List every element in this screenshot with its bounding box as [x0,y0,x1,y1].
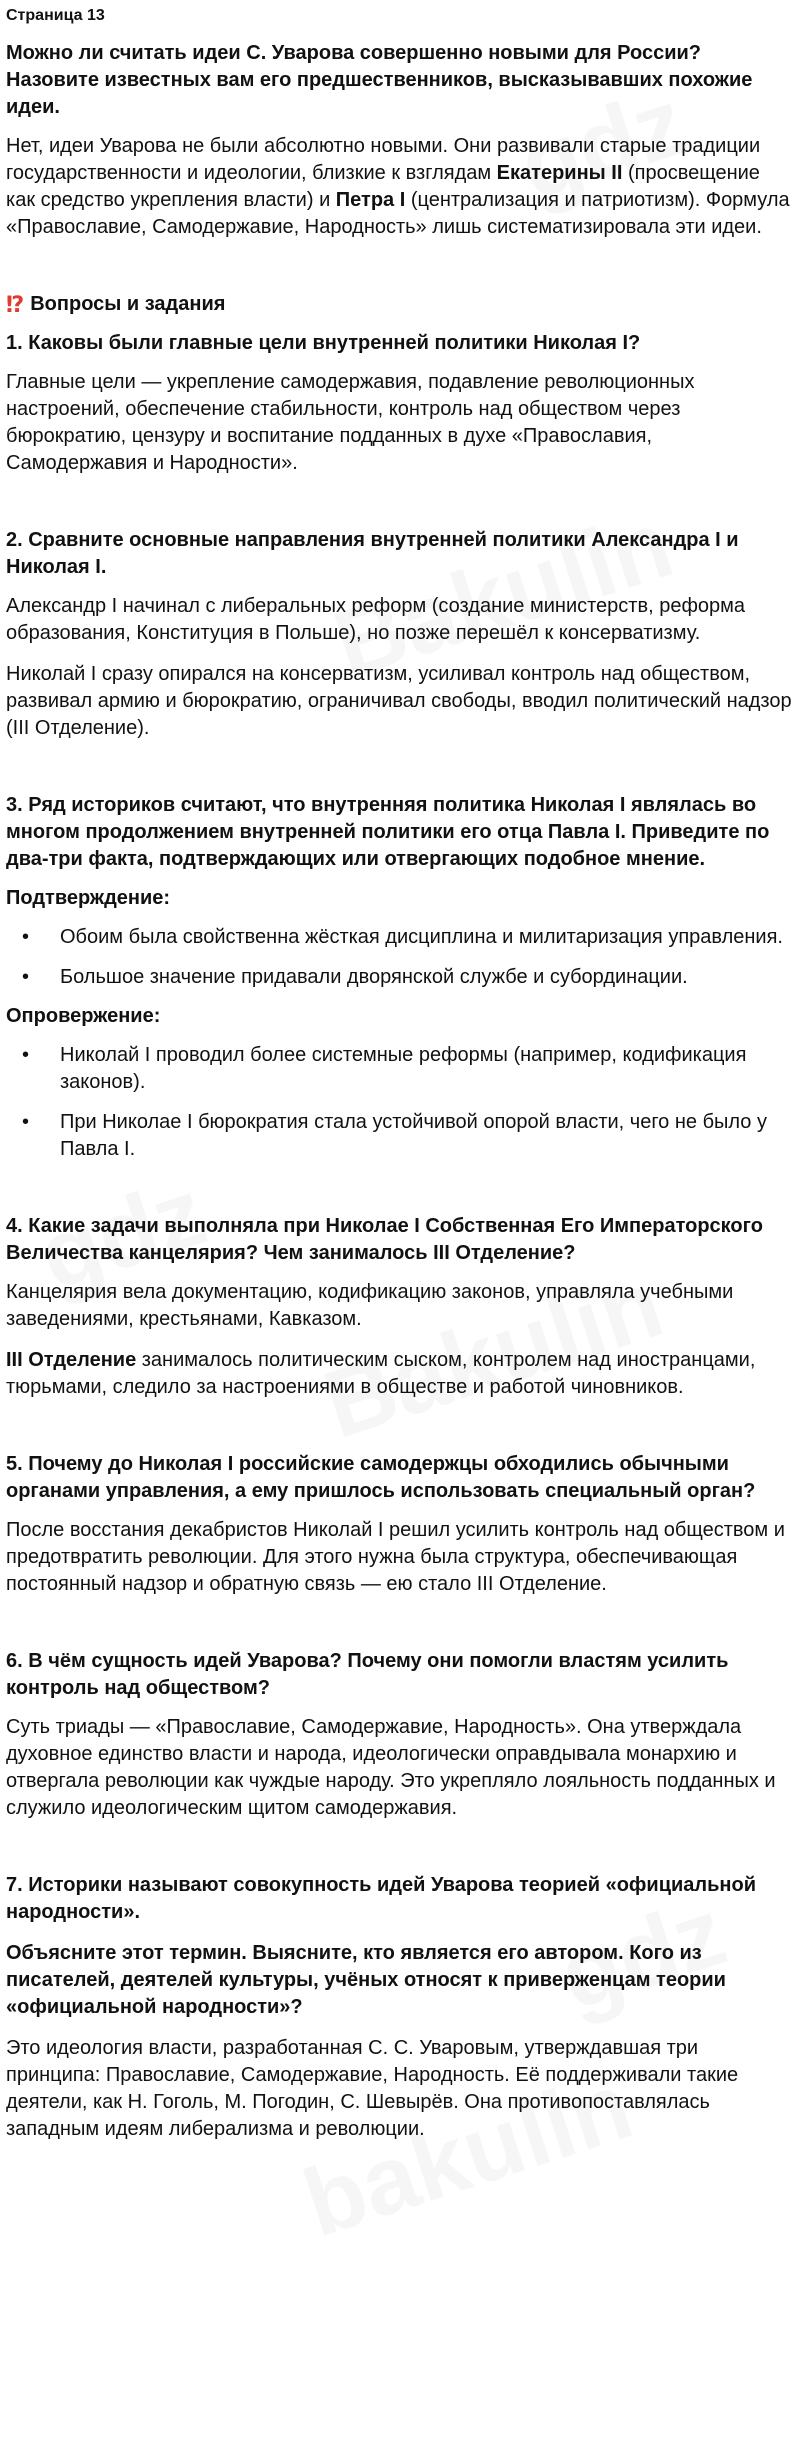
answer-7: Это идеология власти, разработанная С. С. Уваровым, утверждавшая три принципа: Православие, Самодержавие, Народность. Её поддерживали такие деятели, как Н. Гоголь, М. Погодин, С. Шевырёв. Она противопоставлялась западным идеям либерализма и революции. [6,2037,739,2140]
question-6: 6. В чём сущность идей Уварова? Почему они помогли властям усилить контроль над обществом? [6,1650,729,1699]
exclamation-question-icon: ⁉ [6,292,23,317]
list-item: • Большое значение придавали дворянской службе и субординации. [6,964,792,991]
answer-6: Суть триады — «Православие, Самодержавие, Народность». Она утверждала духовное единство власти и народа, идеологически оправдывала монархию и отвергала революции как чуждые народу. Это укрепляло лояльность подданных и служило идеологическим щитом самодержавия. [6,1716,776,1819]
answer-4-chancellery: Канцелярия вела документацию, кодификацию законов, управляла учебными заведениями, крестьянами, Кавказом. [6,1281,734,1330]
answer-5: После восстания декабристов Николай I решил усилить контроль над обществом и предотвратить революции. Для этого нужна была структура, обеспечивающая постоянный надзор и обратную связь — ею стало III Отделение. [6,1519,785,1595]
question-3: 3. Ряд историков считают, что внутренняя политика Николая I являлась во многом продолжением внутренней политики его отца Павла I. Приведите по два-три факта, подтверждающих или отвергающих подобное мнение. [6,794,770,870]
answer-1: Главные цели — укрепление самодержавия, подавление революционных настроений, обеспечение стабильности, контроль над обществом через бюрократию, цензуру и воспитание подданных в духе «Православия, Самодержавия и Народности». [6,371,695,474]
confirm-list [6,924,792,991]
section-title: Вопросы и задания [30,293,226,315]
question-5: 5. Почему до Николая I российские самодержцы обходились обычными органами управления, а ему пришлось использовать специальный орган? [6,1453,756,1502]
section-heading [6,291,792,318]
list-item: • При Николае I бюрократия стала устойчивой опорой власти, чего не было у Павла I. [6,1109,792,1163]
question-4: 4. Какие задачи выполняла при Николае I Собственная Его Императорского Величества канцелярия? Чем занималось III Отделение? [6,1215,763,1264]
intro-question: Можно ли считать идеи С. Уварова совершенно новыми для России? Назовите известных вам его предшественников, высказывавших похожие идеи. [6,42,753,118]
refute-title: Опровержение: [6,1005,161,1027]
refute-list [6,1042,792,1163]
intro-answer: Нет, идеи Уварова не были абсолютно новыми. Они развивали старые традиции государственности и идеологии, близкие к взглядам Екатерины II (просвещение как средство укрепления власти) и Петра I (централизация и патриотизм). Формула «Православие, Самодержавие, Народность» лишь систематизировала эти идеи. [6,135,790,238]
question-2: 2. Сравните основные направления внутренней политики Александра I и Николая I. [6,529,739,578]
page-label: Страница 13 [6,7,105,24]
question-7-task: Объясните этот термин. Выясните, кто является его автором. Кого из писателей, деятелей культуры, учёных относят к приверженцам теории «официальной народности»? [6,1942,726,2018]
confirm-title: Подтверждение: [6,887,171,909]
list-item: • Николай I проводил более системные реформы (например, кодификация законов). [6,1042,792,1096]
answer-2-nicholas: Николай I сразу опирался на консерватизм, усиливал контроль над обществом, развивал армию и бюрократию, ограничивал свободы, вводил политический надзор (III Отделение). [6,663,792,739]
question-7: 7. Историки называют совокупность идей Уварова теорией «официальной народности». [6,1874,757,1923]
question-1: 1. Каковы были главные цели внутренней политики Николая I? [6,332,641,354]
list-item: • Обоим была свойственна жёсткая дисциплина и милитаризация управления. [6,924,792,951]
answer-4-third-section: III Отделение занималось политическим сыском, контролем над иностранцами, тюрьмами, следило за настроениями в обществе и работой чиновников. [6,1349,756,1398]
answer-2-alexander: Александр I начинал с либеральных реформ (создание министерств, реформа образования, Конституция в Польше), но позже перешёл к консерватизму. [6,595,746,644]
